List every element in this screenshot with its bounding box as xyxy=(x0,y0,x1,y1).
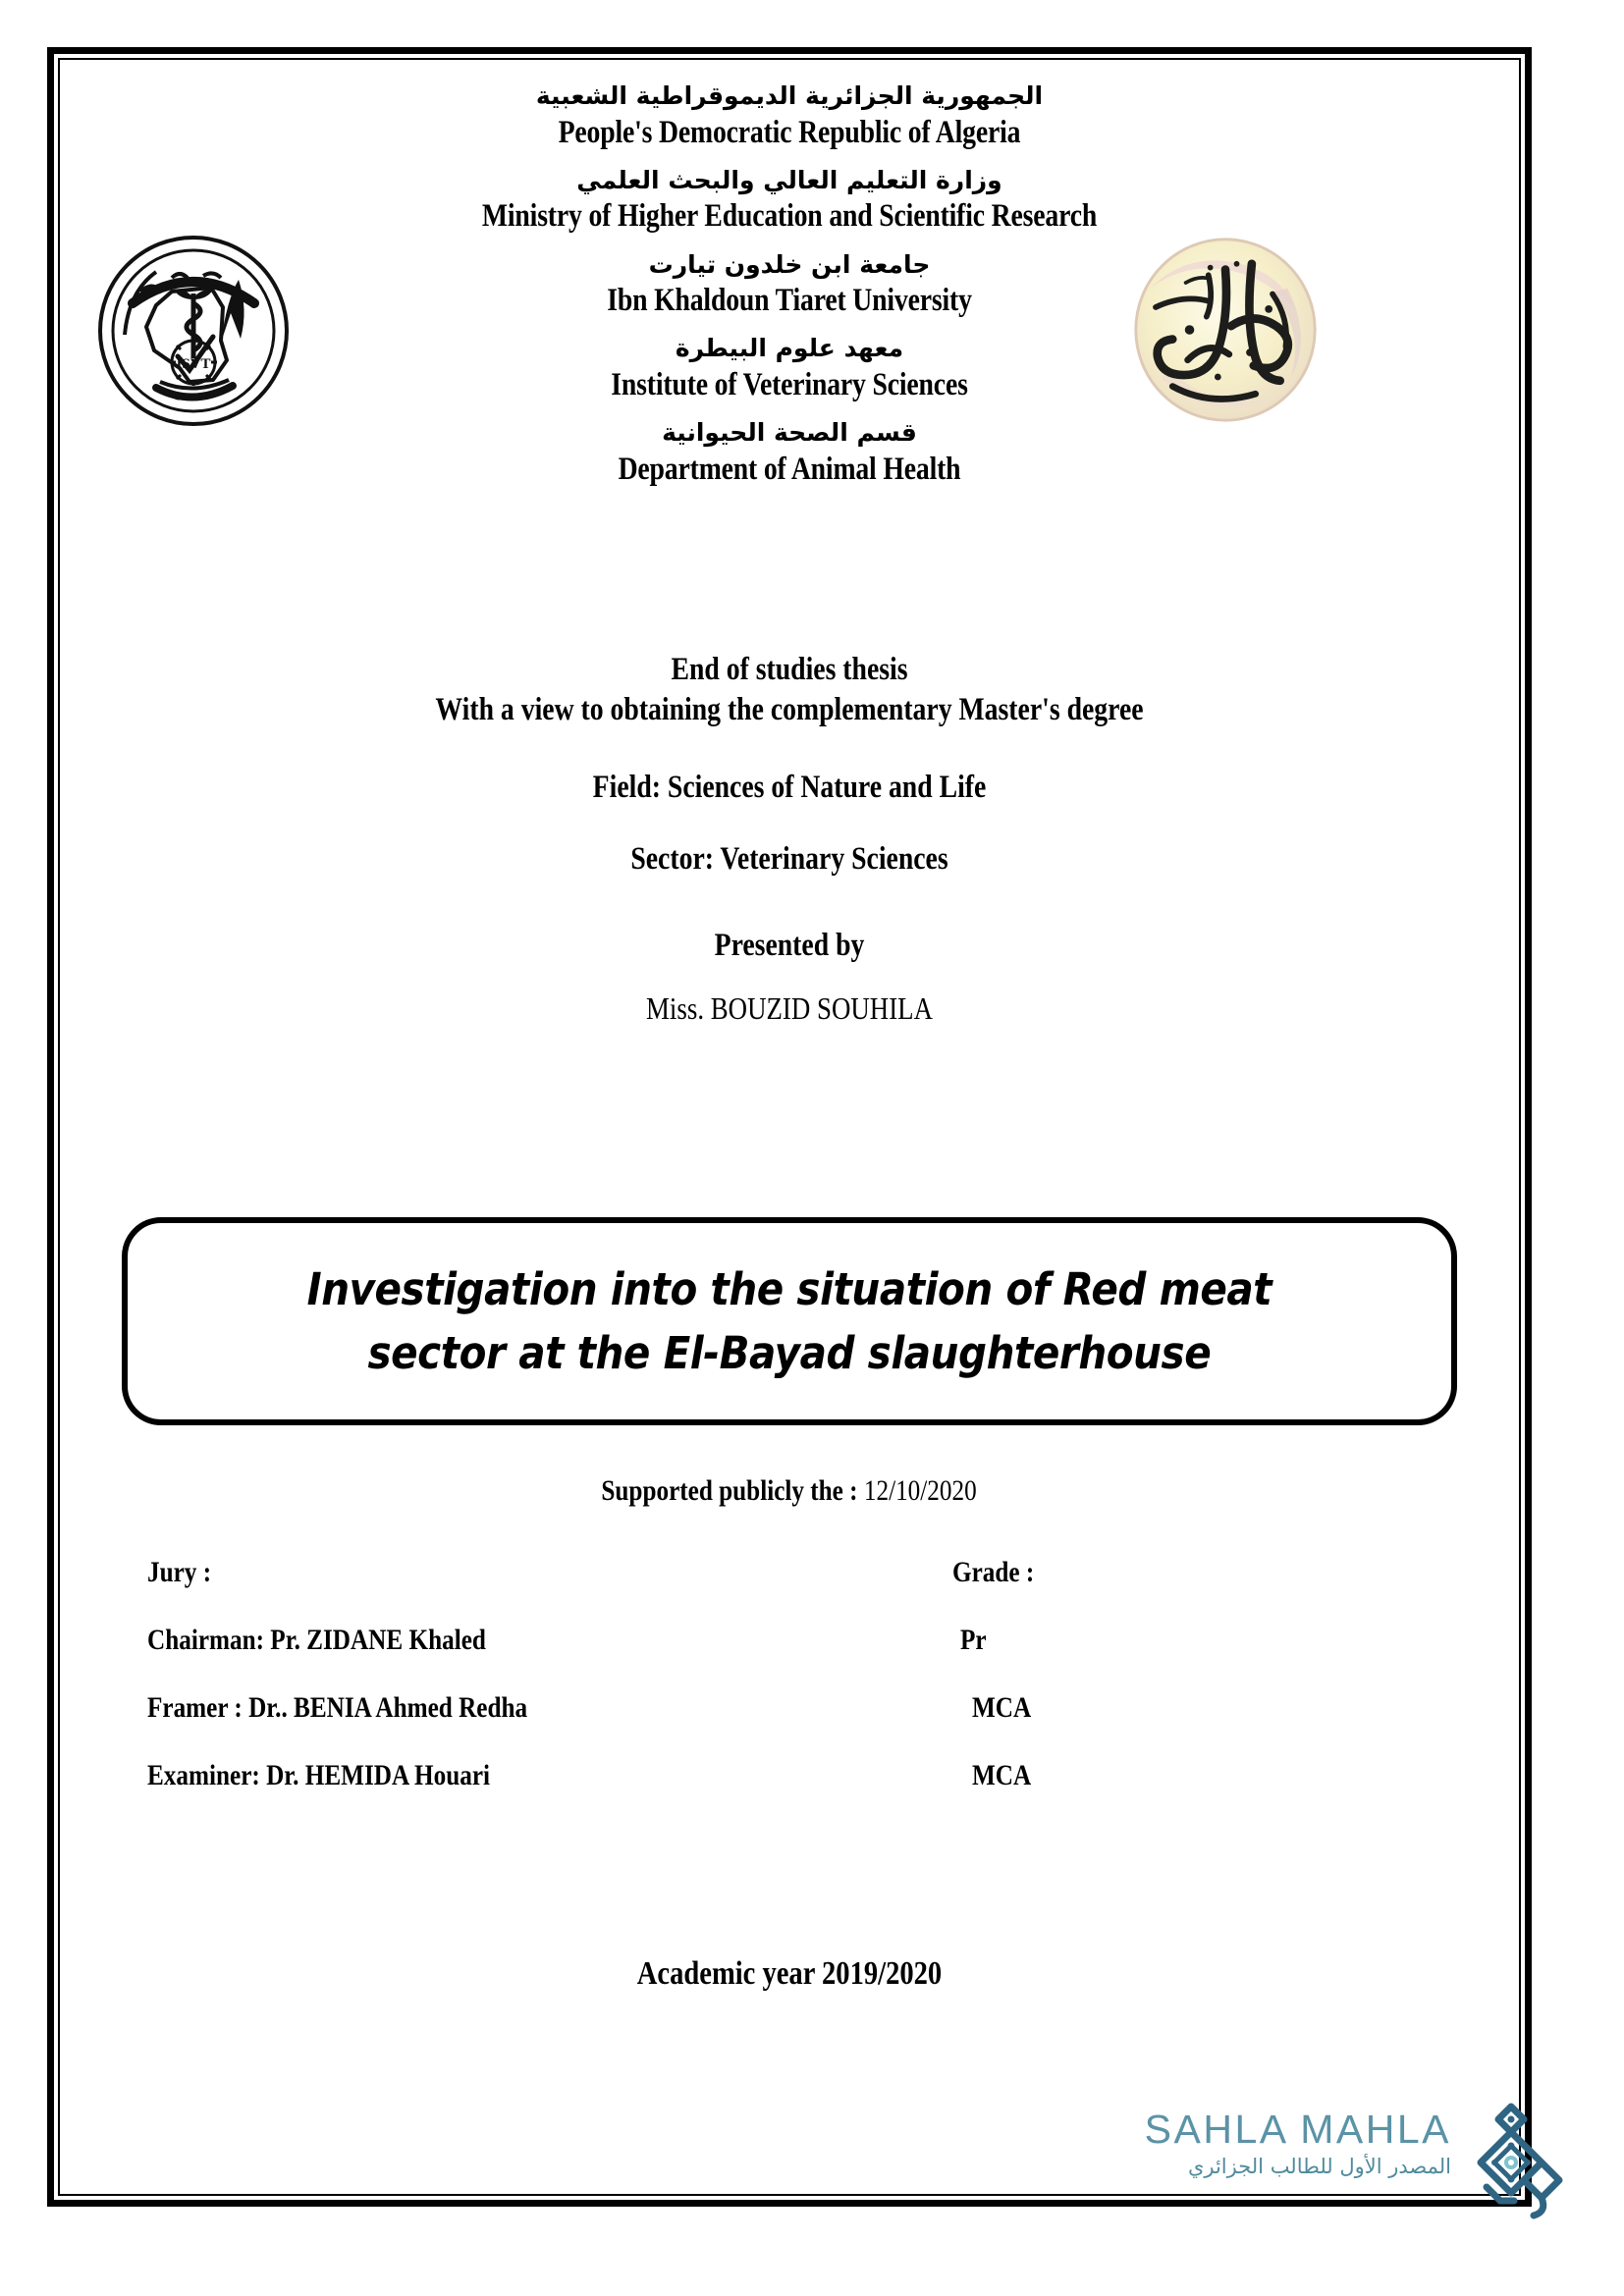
table-row xyxy=(147,1691,1434,1725)
field-sector-block xyxy=(61,768,1518,911)
jury-member-name: Examiner: Dr. HEMIDA Houari xyxy=(147,1759,491,1791)
academic-year-text: Academic year 2019/2020 xyxy=(636,1955,943,1992)
sahla-mahla-watermark xyxy=(1058,2109,1569,2236)
thesis-title-line1: Investigation into the situation of Red meat xyxy=(306,1262,1272,1315)
jury-member-name: Framer : Dr.. BENIA Ahmed Redha xyxy=(147,1691,528,1724)
jury-header-label: Jury : xyxy=(147,1556,212,1588)
department-arabic: قسم الصحة الحيوانية xyxy=(662,418,917,447)
presented-by-label: Presented by xyxy=(714,928,865,963)
institute-english: Institute of Veterinary Sciences xyxy=(611,366,968,402)
university-arabic: جامعة ابن خلدون تيارت xyxy=(648,249,931,279)
ministry-arabic: وزارة التعليم العالي والبحث العلمي xyxy=(576,165,1002,194)
institute-seal-logo-icon xyxy=(95,233,292,429)
thesis-type-line1: End of studies thesis xyxy=(671,652,908,687)
table-row xyxy=(147,1759,1434,1792)
table-row xyxy=(147,1624,1434,1657)
grade-header-label: Grade : xyxy=(952,1556,1035,1588)
thesis-sector: Sector: Veterinary Sciences xyxy=(630,840,948,877)
jury-member-grade: Pr xyxy=(960,1624,987,1656)
defense-date-value: 12/10/2020 xyxy=(864,1474,978,1507)
svg-text:ISVT: ISVT xyxy=(176,356,211,372)
university-calligraphy-seal-logo-icon xyxy=(1131,234,1320,426)
jury-table-header xyxy=(147,1556,1434,1589)
author-block xyxy=(61,925,1518,1029)
jury-table xyxy=(147,1556,1434,1827)
watermark-tagline: المصدر الأول للطالب الجزائري xyxy=(1187,2155,1451,2179)
defense-date-label: Supported publicly the : xyxy=(601,1474,859,1507)
jury-member-name: Chairman: Pr. ZIDANE Khaled xyxy=(147,1624,486,1656)
thesis-field: Field: Sciences of Nature and Life xyxy=(592,770,987,805)
thesis-title-line2: sector at the El-Bayad slaughterhouse xyxy=(367,1327,1212,1379)
thesis-type-block xyxy=(61,650,1518,730)
sahla-mahla-diamond-logo-icon xyxy=(1457,2103,1565,2222)
university-english: Ibn Khaldoun Tiaret University xyxy=(607,283,972,318)
watermark-brand: SAHLA MAHLA xyxy=(1144,2107,1451,2152)
institute-arabic: معهد علوم البيطرة xyxy=(675,334,904,363)
document-body xyxy=(61,61,1518,2193)
jury-member-grade: MCA xyxy=(972,1691,1032,1724)
country-english: People's Democratic Republic of Algeria xyxy=(558,114,1021,150)
ministry-english: Ministry of Higher Education and Scientific Research xyxy=(481,198,1098,235)
department-english: Department of Animal Health xyxy=(618,451,961,487)
academic-year xyxy=(61,1955,1518,1993)
thesis-title-box xyxy=(122,1217,1457,1425)
author-name: Miss. BOUZID SOUHILA xyxy=(646,989,933,1026)
jury-member-grade: MCA xyxy=(972,1759,1032,1791)
thesis-title xyxy=(283,1257,1297,1386)
thesis-type-line2: With a view to obtaining the complementary Master's degree xyxy=(435,691,1144,727)
country-arabic: الجمهورية الجزائرية الديموقراطية الشعبية xyxy=(535,81,1044,110)
defense-date-line xyxy=(61,1474,1518,1508)
